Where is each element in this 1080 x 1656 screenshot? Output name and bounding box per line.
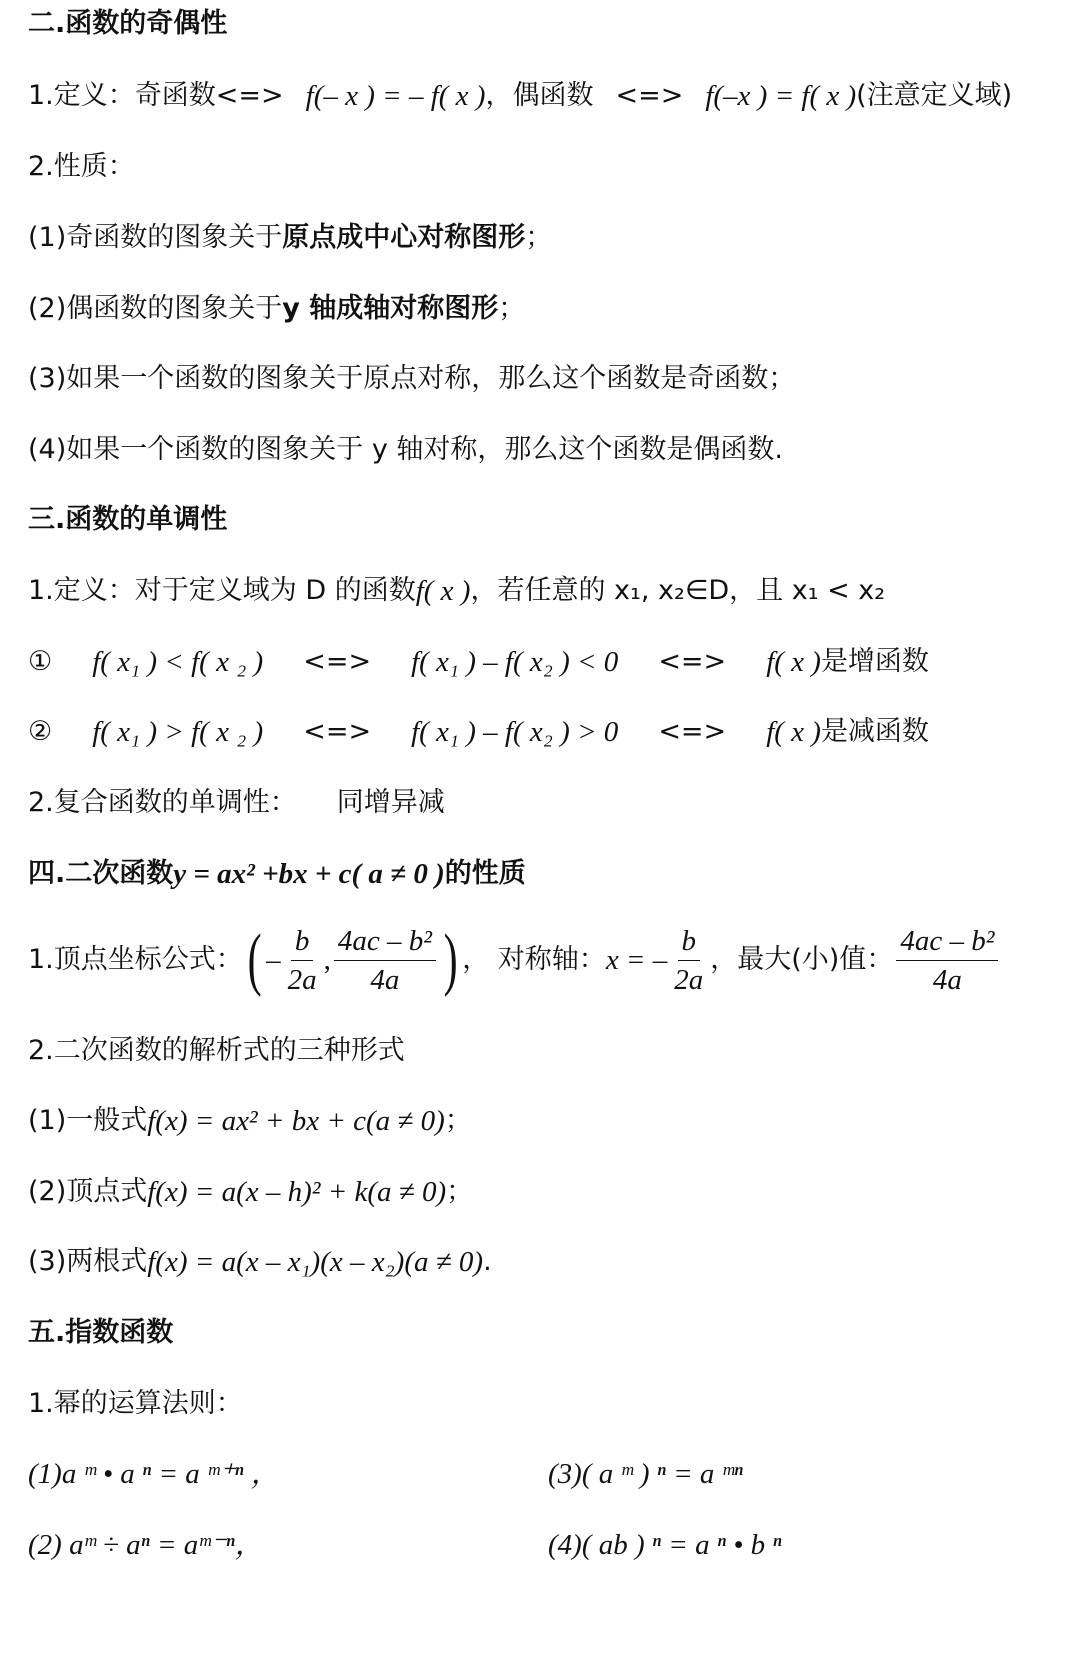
section-title-monotonicity: 三.函数的单调性 [28,504,228,535]
quadratic-title-formula: y = ax² +bx + c( a ≠ 0 ) [173,858,445,890]
axis-fraction [670,924,707,997]
even-formula: f(–x ) = f( x ) [705,80,857,112]
property-2-bold: y 轴成轴对称图形 [282,293,499,324]
decreasing-rule [28,712,1060,752]
power-rule-1: (1)a ᵐ • a ⁿ = a ᵐ⁺ⁿ ， [28,1458,280,1490]
monotonic-definition [28,571,1060,611]
left-paren: ( [247,921,262,998]
property-1-text: (1)奇函数的图象关于 [28,222,283,253]
def-prefix: 1.定义：奇函数<=> [28,80,284,111]
general-form-formula: f(x) = ax² + bx + c(a ≠ 0) [147,1105,445,1137]
power-rule-3: (3)( a ᵐ ) ⁿ = a ᵐⁿ [548,1458,743,1490]
power-rules-title: 1.幂的运算法则： [28,1388,243,1419]
vertex-y-num: 4ac – b² [334,924,436,961]
mono-def-b: ，若任意的 x₁, x₂∈D，且 x₁ < x₂ [470,575,886,606]
property-1-bold: 原点成中心对称图形 [282,222,526,253]
vertex-x-num: b [291,924,314,961]
general-form-label: (1)一般式 [28,1105,148,1136]
rule-1-iff-2: <=> [658,646,727,677]
iff-symbol: <=> [615,80,684,111]
parity-definition [28,76,1060,116]
power-rule-2: (2) aᵐ ÷ aⁿ = aᵐ⁻ⁿ， [28,1529,264,1561]
vertex-form-label: (2)顶点式 [28,1176,148,1207]
section-title-exponential: 五.指数函数 [28,1317,174,1348]
rule-1-a: f( x₁ ) < f( x ₂ ) [92,646,264,678]
extreme-den: 4a [932,963,962,996]
general-form [28,1101,1060,1141]
right-paren: ) [443,921,458,998]
forms-title: 2.二次函数的解析式的三种形式 [28,1035,405,1066]
property-1-end: ； [525,222,553,253]
axis-label: ， 对称轴： [462,944,606,975]
axis-num: b [678,924,701,961]
vertex-x-fraction [284,924,321,997]
def-mid: ，偶函数 [485,80,594,111]
vertex-form-end: ； [446,1176,474,1207]
rule-2-a: f( x₁ ) > f( x ₂ ) [92,716,264,748]
composite-monotonicity [28,783,1060,823]
extreme-num: 4ac – b² [896,924,998,961]
property-2 [28,289,1060,329]
section-title-parity: 二.函数的奇偶性 [28,8,228,39]
root-form-label: (3)两根式 [28,1246,148,1277]
vertex-line [28,915,1060,1005]
rule-2-c: f( x ) [766,716,821,748]
root-form [28,1242,1060,1282]
composite-value: 同增异减 [336,787,445,818]
rule-2-iff-2: <=> [658,716,727,747]
vertex-y-den: 4a [370,963,400,996]
power-rule-4: (4)( ab ) ⁿ = a ⁿ • b ⁿ [548,1529,782,1561]
section-title-quadratic [28,854,1060,894]
vertex-comma: , [323,944,331,976]
mono-def-a: 1.定义：对于定义域为 D 的函数 [28,575,416,606]
properties-title: 2.性质： [28,151,135,182]
vertex-form-formula: f(x) = a(x – h)² + k(a ≠ 0) [147,1176,447,1208]
extreme-label: ，最大(小)值： [710,944,894,975]
mono-def-fx: f( x ) [415,575,471,607]
vertex-y-fraction [334,924,436,997]
rule-1-b: f( x₁ ) – f( x₂ ) < 0 [411,646,619,678]
extreme-fraction [896,924,998,997]
general-form-end: ； [444,1105,472,1136]
rule-1-mark: ① [28,646,53,677]
rule-1-c: f( x ) [766,646,821,678]
axis-lhs: x = – [605,944,668,976]
odd-formula: f(– x ) = – f( x ) [305,80,486,112]
power-rules-row-1 [28,1454,1060,1494]
quadratic-title-b: 的性质 [444,858,526,889]
quadratic-title-a: 四.二次函数 [28,858,174,889]
root-form-formula: f(x) = a(x – x₁)(x – x₂)(a ≠ 0) [147,1246,484,1278]
vertex-x-den: 2a [287,963,317,996]
def-suffix: (注意定义域) [856,80,1013,111]
rule-2-d: 是减函数 [820,716,929,747]
property-2-text: (2)偶函数的图象关于 [28,293,283,324]
property-1 [28,218,1060,258]
power-rules-row-2 [28,1525,1060,1565]
root-form-end: . [483,1246,492,1277]
composite-label: 2.复合函数的单调性： [28,787,297,818]
rule-2-b: f( x₁ ) – f( x₂ ) > 0 [411,716,619,748]
rule-2-mark: ② [28,716,53,747]
property-3: (3)如果一个函数的图象关于原点对称，那么这个函数是奇函数； [28,363,796,394]
vertex-label: 1.顶点坐标公式： [28,944,243,975]
rule-2-iff-1: <=> [303,716,372,747]
property-4: (4)如果一个函数的图象关于 y 轴对称，那么这个函数是偶函数. [28,434,783,465]
rule-1-d: 是增函数 [820,646,929,677]
vertex-minus: – [266,944,281,976]
increasing-rule [28,642,1060,682]
rule-1-iff-1: <=> [303,646,372,677]
axis-den: 2a [674,963,704,996]
vertex-form [28,1172,1060,1212]
property-2-end: ； [498,293,526,324]
